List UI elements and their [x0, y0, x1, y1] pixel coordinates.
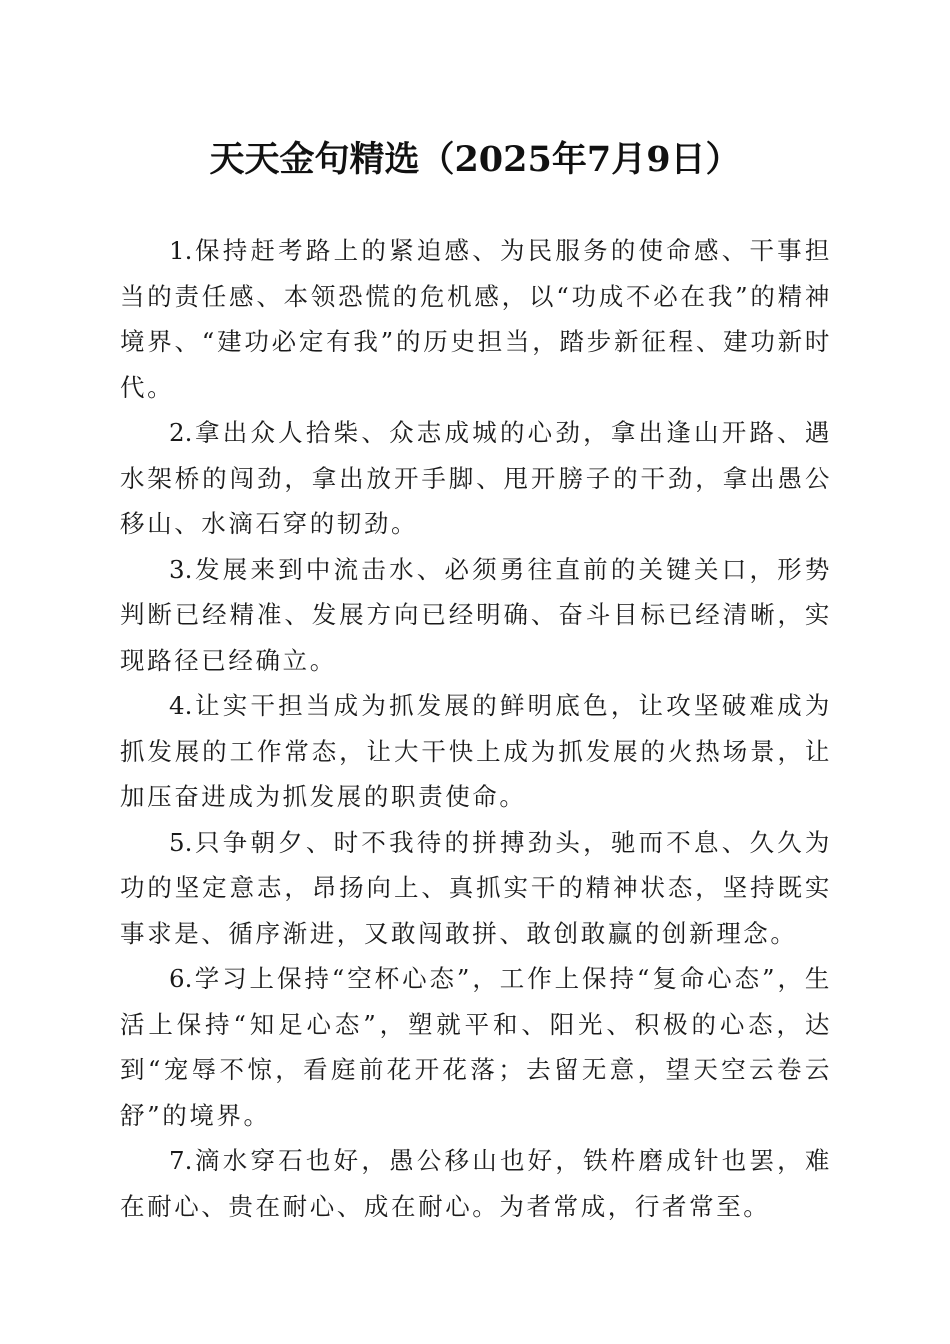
paragraph-7	[120, 1138, 832, 1229]
paragraph-3	[120, 547, 832, 684]
paragraph-text: 拿出众人拾柴、众志成城的心劲，拿出逢山开路、遇水架桥的闯劲，拿出放开手脚、甩开膀子的干劲，拿出愚公移山、水滴石穿的韧劲。	[120, 418, 832, 538]
paragraph-text: 学习上保持“空杯心态”，工作上保持“复命心态”，生活上保持“知足心态”，塑就平和、阳光、积极的心态，达到“宠辱不惊，看庭前花开花落；去留无意，望天空云卷云舒”的境界。	[120, 964, 832, 1130]
paragraph-number: 1.	[169, 236, 193, 265]
paragraph-text: 让实干担当成为抓发展的鲜明底色，让攻坚破难成为抓发展的工作常态，让大干快上成为抓发展的火热场景，让加压奋进成为抓发展的职责使命。	[120, 691, 832, 811]
paragraph-number: 6.	[169, 964, 193, 993]
paragraph-1	[120, 228, 832, 410]
paragraph-text: 保持赶考路上的紧迫感、为民服务的使命感、干事担当的责任感、本领恐慌的危机感，以“功成不必在我”的精神境界、“建功必定有我”的历史担当，踏步新征程、建功新时代。	[120, 236, 832, 402]
paragraph-number: 2.	[169, 418, 193, 447]
paragraph-text: 滴水穿石也好，愚公移山也好，铁杵磨成针也罢，难在耐心、贵在耐心、成在耐心。为者常成，行者常至。	[120, 1146, 832, 1221]
document-title: 天天金句精选（2025年7月9日）	[209, 139, 741, 180]
paragraph-4	[120, 683, 832, 820]
document-body	[120, 228, 832, 1229]
paragraph-5	[120, 820, 832, 957]
paragraph-text: 发展来到中流击水、必须勇往直前的关键关口，形势判断已经精准、发展方向已经明确、奋斗目标已经清晰，实现路径已经确立。	[120, 554, 832, 675]
paragraph-number: 5.	[169, 827, 193, 857]
paragraph-number: 3.	[169, 554, 193, 584]
paragraph-6	[120, 956, 832, 1138]
paragraph-2	[120, 410, 832, 547]
paragraph-number: 4.	[169, 691, 193, 720]
paragraph-number: 7.	[169, 1146, 193, 1175]
paragraph-text: 只争朝夕、时不我待的拼搏劲头，驰而不息、久久为功的坚定意志，昂扬向上、真抓实干的精神状态，坚持既实事求是、循序渐进，又敢闯敢拼、敢创敢赢的创新理念。	[120, 827, 832, 948]
